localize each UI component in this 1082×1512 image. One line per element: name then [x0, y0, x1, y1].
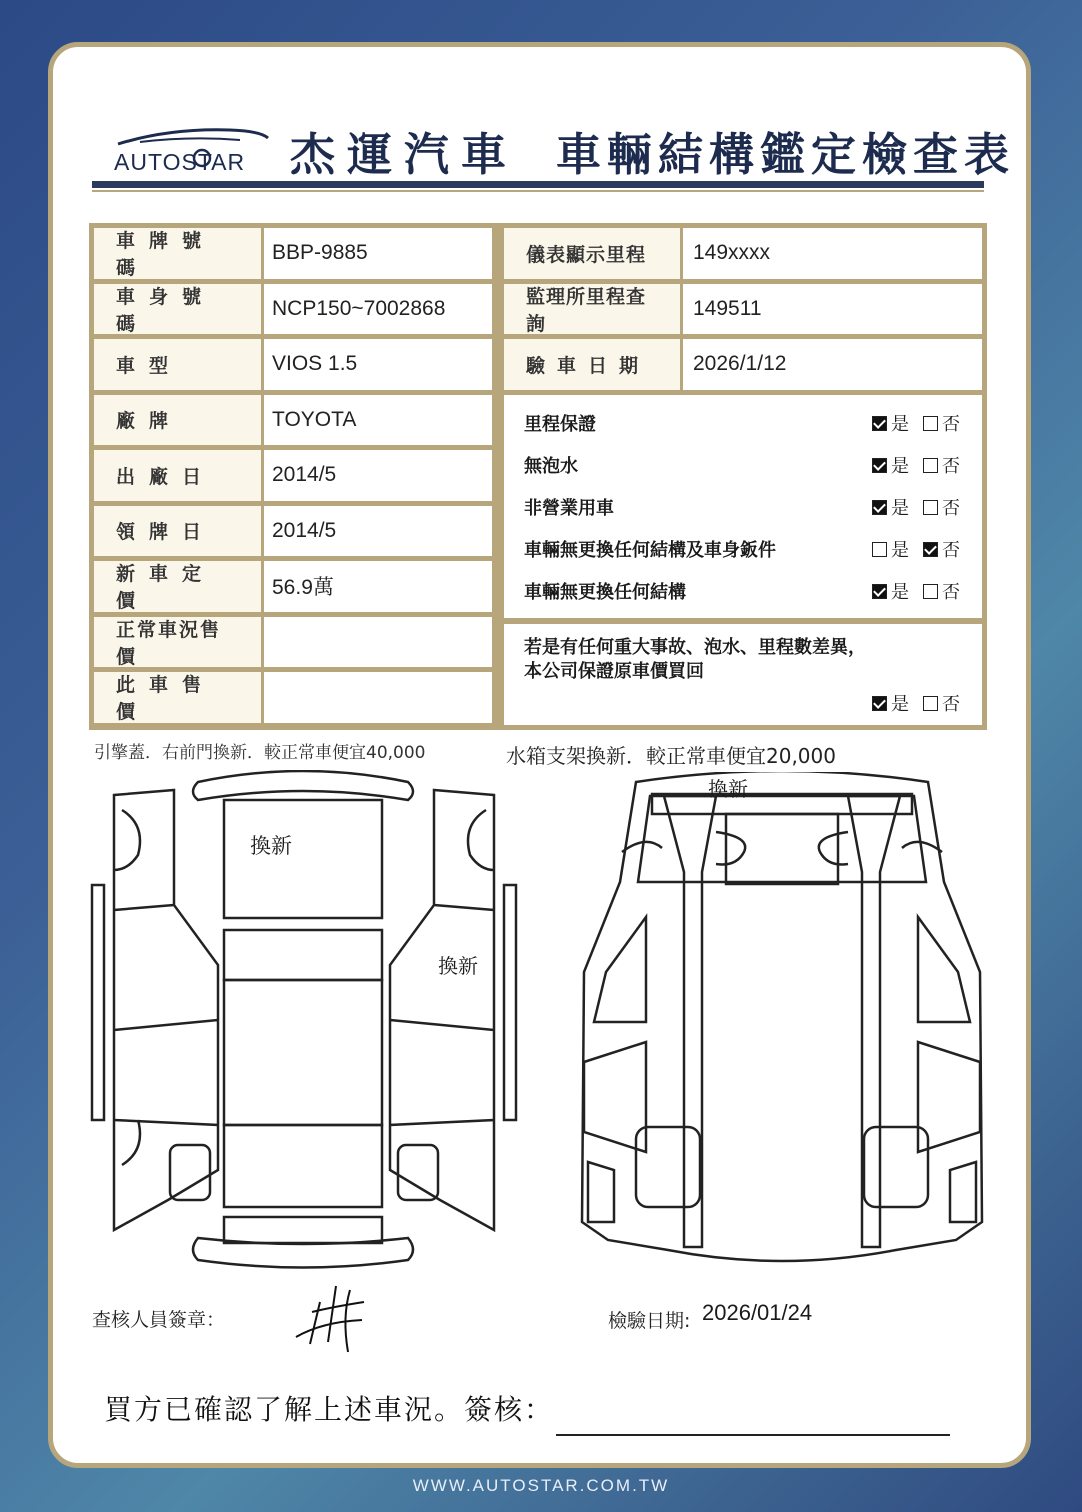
yes-checkbox[interactable] [872, 500, 887, 515]
left-rail [664, 796, 716, 1247]
left-row-label: 新車定價 [94, 561, 261, 612]
no-checkbox[interactable] [923, 458, 938, 473]
left-row-label: 此車售價 [94, 672, 261, 723]
guarantee-line-1: 若是有任何重大事故、泡水、里程數差異， [524, 637, 866, 658]
checklist-checkboxes [872, 578, 960, 604]
no-checkbox[interactable] [923, 696, 938, 711]
yes-label: 是 [891, 540, 909, 561]
right-row-value: 149xxxx [683, 228, 982, 279]
inspector-signature [292, 1282, 372, 1354]
checklist-text: 非營業用車 [524, 498, 614, 519]
door-replaced-mark: 換新 [438, 954, 478, 978]
no-checkbox[interactable] [923, 416, 938, 431]
left-row-value: VIOS 1.5 [264, 339, 492, 390]
right-mirror-strip [504, 885, 516, 1120]
left-row-label: 車身號碼 [94, 284, 261, 335]
no-label: 否 [942, 694, 960, 715]
rear-panel [224, 1217, 382, 1243]
left-row-label: 廠牌 [94, 395, 261, 446]
checklist-text: 里程保證 [524, 414, 596, 435]
yes-label: 是 [891, 498, 909, 519]
no-checkbox[interactable] [923, 500, 938, 515]
left-row-value: NCP150~7002868 [264, 284, 492, 335]
left-row-label: 車型 [94, 339, 261, 390]
no-checkbox[interactable] [923, 584, 938, 599]
footer-url[interactable]: WWW.AUTOSTAR.COM.TW [412, 1476, 670, 1495]
checklist-checkboxes [872, 452, 960, 478]
header-rule-gold [92, 190, 984, 192]
left-mirror-strip [92, 885, 104, 1120]
front-bumper [193, 771, 413, 800]
left-row-value: BBP-9885 [264, 228, 492, 279]
checklist-row [504, 408, 982, 438]
guarantee-checkboxes [872, 690, 960, 716]
checklist-panel [504, 395, 982, 618]
page-title: 車輛結構鑑定檢查表 [556, 128, 1016, 181]
brand-name: 杰運汽車 [290, 128, 519, 181]
left-row-label: 領牌日 [94, 506, 261, 557]
yes-label: 是 [891, 456, 909, 477]
right-note: 水箱支架換新．較正常車便宜20,000 [506, 744, 836, 768]
checklist-text: 無泡水 [524, 456, 578, 477]
no-label: 否 [942, 582, 960, 603]
guarantee-line-2: 本公司保證原車價買回 [524, 661, 704, 682]
no-label: 否 [942, 456, 960, 477]
checklist-text: 車輛無更換任何結構及車身鈑件 [524, 540, 776, 561]
no-label: 否 [942, 498, 960, 519]
inspection-date: 2026/01/24 [702, 1300, 813, 1325]
yes-label: 是 [891, 414, 909, 435]
header-rule [92, 181, 984, 188]
left-row-label: 出廠日 [94, 450, 261, 501]
checklist-row [504, 450, 982, 480]
yes-checkbox[interactable] [872, 696, 887, 711]
car-top-diagram [88, 770, 520, 1280]
right-row-value: 149511 [683, 284, 982, 335]
checklist-checkboxes [872, 536, 960, 562]
autostar-logo [110, 118, 270, 178]
checklist-row [504, 492, 982, 522]
trunk-panel [224, 1125, 382, 1207]
left-row-value: 2014/5 [264, 506, 492, 557]
left-row-value [264, 672, 492, 723]
yes-label: 是 [891, 694, 909, 715]
checklist-checkboxes [872, 494, 960, 520]
right-rail [848, 796, 900, 1247]
yes-checkbox[interactable] [872, 542, 887, 557]
hood-panel [224, 800, 382, 918]
right-row-label: 儀表顯示里程 [504, 228, 680, 279]
right-row-value: 2026/1/12 [683, 339, 982, 390]
car-front-diagram [576, 772, 988, 1272]
radiator-replaced-mark: 換新 [708, 777, 748, 801]
checklist-row [504, 576, 982, 606]
buyer-confirm-label: 買方已確認了解上述車況。簽核： [104, 1393, 555, 1426]
left-row-label: 正常車況售價 [94, 617, 261, 668]
inspection-date-label: 檢驗日期: [608, 1310, 691, 1332]
no-checkbox[interactable] [923, 542, 938, 557]
yes-label: 是 [891, 582, 909, 603]
checklist-row [504, 534, 982, 564]
left-row-label: 車牌號碼 [94, 228, 261, 279]
buyer-signature-line[interactable] [556, 1434, 950, 1436]
vehicle-info-table [89, 223, 987, 730]
roof-panel [224, 980, 382, 1125]
yes-checkbox[interactable] [872, 584, 887, 599]
checklist-checkboxes [872, 410, 960, 436]
logo-text: AUTOSTAR [114, 149, 246, 175]
left-row-value [264, 617, 492, 668]
no-label: 否 [942, 540, 960, 561]
inspector-label: 查核人員簽章： [92, 1309, 226, 1331]
yes-checkbox[interactable] [872, 416, 887, 431]
roof-front [224, 930, 382, 980]
right-row-label: 監理所里程查詢 [504, 284, 680, 335]
left-row-value: 56.9萬 [264, 561, 492, 612]
hood-replaced-mark: 換新 [250, 834, 292, 858]
guarantee-panel [504, 624, 982, 725]
left-note: 引擎蓋．右前門換新．較正常車便宜40,000 [94, 743, 426, 763]
left-side [114, 790, 218, 1230]
checklist-text: 車輛無更換任何結構 [524, 582, 686, 603]
no-label: 否 [942, 414, 960, 435]
right-side [390, 790, 494, 1230]
left-row-value: 2014/5 [264, 450, 492, 501]
yes-checkbox[interactable] [872, 458, 887, 473]
left-row-value: TOYOTA [264, 395, 492, 446]
right-row-label: 驗車日期 [504, 339, 680, 390]
